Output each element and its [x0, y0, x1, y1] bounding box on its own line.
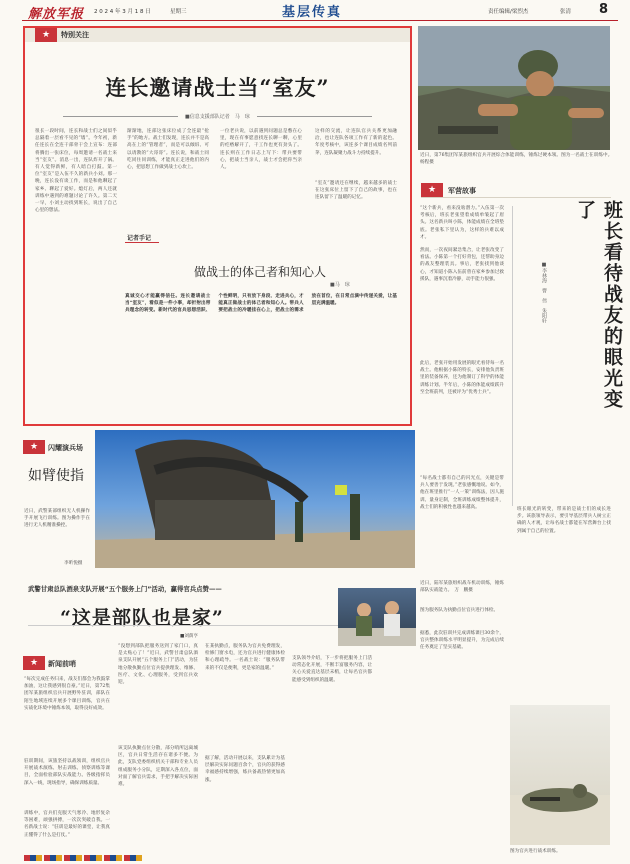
service-col-5: 支队领导介绍，下一步将把服务上门活动常态化开展，不断丰富服务内容，让关心关爱直达基层末梢，让每名官兵都能感受到组织的温暖。: [292, 656, 372, 683]
commentary-label-rule: [125, 242, 159, 243]
photo-middle: [95, 430, 415, 568]
commentary-box: [125, 233, 405, 423]
feature-headline: 连长邀请战士当“室友”: [105, 75, 330, 100]
military-story-col-1c: 此后，老张开始用发展的眼光看待每一名战士。他根据小陈的特长，安排他负责班里的装备保养，还为他制订了科学的体能训练计划。半年后，小陈的体能成绩跃升至全班前列，还被评为“优秀士兵”。: [420, 361, 504, 395]
photo-middle-caption: 近日，陆军某旅组织战车机动训练，锤炼部队实战能力。 万 鹏摄: [420, 581, 504, 594]
masthead-logo: 解放军报: [28, 7, 85, 22]
photo-top-right: [418, 26, 610, 150]
feature-headline-rule: [63, 116, 178, 117]
service-col-4: 据了解，活动开展以来，支队累计为基层解决实际问题百余个，官兵的获得感幸福感持续增强，练兵备战热情更加高涨。: [205, 756, 285, 783]
military-story-col-1d: “每名战士都有自己的闪光点，关键是带兵人要善于发现。”老张感慨地说。如今，他在班里推行“一人一策”训练法，因人施训、量身定制，全班训练成绩整体提升，战士们的积极性也越来越高。: [420, 476, 504, 510]
military-story-col-1: “这个新兵，看来没啥潜力。”入伍第一次考核后，班长老张望着成绩单皱起了眉头。这名新兵叫小陈，体能成绩在全班垫底。老张私下里认为，这样的兵难以成才。: [420, 206, 504, 240]
photo-news-caption: 图为官兵进行战术训练。: [510, 849, 561, 854]
feature-body-col-5: “室友”邀请还在继续，越来越多的战士在这张床位上留下了自己的故事，也在连队留下了温暖的记忆。: [315, 181, 397, 201]
masthead-weekday: 星期三: [170, 9, 187, 15]
military-story-col-1b: 然而，一次夜间紧急集合，让老张改变了看法。小陈第一个打好背包，还帮助身边的战友整理装具。事后，老张找到他谈心，才知道小陈入伍前曾在家乡参加过救援队，遇事沉着冷静，动手能力很强。: [420, 248, 504, 282]
masthead-page-number: 8: [599, 2, 609, 17]
service-col-2: 该支队执勤点位分散，部分哨所远离城区，官兵日常生活存在诸多不便。为此，支队党委组织机关干部和专业人员组成服务小分队，定期深入各点位，面对面了解官兵需求，手把手解决实际困难。: [118, 746, 198, 788]
service-col-1: “没想到部队把服务送到了家门口，真是太贴心了！”近日，武警甘肃总队酒泉支队开展“五个服务上门”活动，为驻地分散执勤点位官兵提供理发、维修、医疗、文化、心理服务，受到官兵欢迎。: [118, 644, 198, 686]
feature-body-col-2: 渐渐地，连部这张床位成了全连最“抢手”的地方。战士们发现，连长并不是高高在上的“管理者”，而是可以倾诉、可以请教的“大哥哥”。连长说，和战士同吃同住同训练，才能真正走进他们的内心，把思想工作做到战士心坎上。: [127, 129, 209, 171]
military-story-tag-star-icon: ★: [421, 183, 443, 197]
service-col-3: 在某执勤点，服务队为官兵免费理发，检修门窗水电，还为官兵进行健康体检和心理疏导。一名战士说：“服务队带来的不仅是便利，更是家的温暖。”: [205, 644, 285, 671]
feature-body-col-3: 一位老兵说，以前遇到问题总是憋在心里，现在有事愿意找连长聊一聊，心里的疙瘩解开了，干工作也更有劲头了。连长则在工作日志上写下：带兵要带心，把战士当亲人，战士才会把你当亲人。: [220, 129, 302, 171]
news-col-1: “每次完成任务归来，战友们都会为我鼓掌加油，这让我感到很自豪。”近日，第72集团军某旅组织官兵开展野外驻训，部队在陌生地域连续开展多个课目训练，官兵在实战化环境中锤炼本领，取得良好成效。: [24, 677, 110, 711]
feature-tag-star-icon: ★: [35, 28, 57, 42]
news-tag: 新闻前哨: [48, 660, 76, 668]
photo-tactical-training-image: [510, 705, 610, 845]
feature-header-strip: [25, 28, 410, 42]
feature-headline-rule-right: [257, 116, 372, 117]
photo-soldier-training-image: [418, 26, 610, 150]
masthead-rule: [22, 20, 618, 21]
photo-top-right-caption: 近日，第76集团军某旅组织官兵开展综合体能训练，锤炼过硬本领。图为一名战士在训练中。 杨程摄: [420, 153, 615, 166]
commentary-title: 做战士的体己者和知心人: [193, 265, 326, 279]
flash-caption: 近日，武警某部组织无人机操作手开展飞行训练。图为操作手在进行无人机精准操控。: [24, 509, 90, 529]
service-headline: “这是部队也是家”: [60, 607, 224, 629]
military-story-tag: 军营故事: [448, 187, 476, 195]
feature-byline: ■信息支援部队记者 马 琼: [185, 114, 250, 120]
flash-tag-star-icon: ★: [23, 440, 45, 454]
flash-author: 李昕悦摄: [64, 561, 83, 566]
news-col-2: 据悉，此次驻训共完成训练课目30余个，官兵整体训练水平明显提升，为完成后续任务奠定了坚实基础。: [420, 631, 504, 651]
flash-headline: 如臂使指: [28, 468, 84, 484]
photo-armored-vehicle-image: [95, 430, 415, 568]
photo-service-caption: 图为服务队为执勤点位官兵进行体检。: [420, 608, 499, 613]
photo-news: [510, 705, 610, 845]
service-kicker: 武警甘肃总队酒泉支队开展“五个服务上门”活动，赢得官兵点赞——: [28, 585, 222, 593]
photo-medical-check-image: [338, 588, 416, 646]
feature-tag: 特别关注: [61, 31, 89, 39]
masthead-date: 2 0 2 4 年 3 月 1 8 日: [94, 9, 151, 15]
service-headline-rule: [28, 625, 348, 626]
commentary-body: 真诚交心才能赢得信任。连长邀请战士当“室友”，看似是一件小事，却折射出带兵理念的转变。新时代的官兵思想活跃、个性鲜明，只有放下身段、走进兵心，才能真正做战士的体己者和知心人。带兵人要把战士的冷暖挂在心上，把战士的需求放在首位，在日常点滴中传递关爱，让基层充满温暖。: [125, 294, 397, 314]
feature-article: [23, 26, 412, 426]
masthead-editor: 责任编辑/梁烈杰: [488, 9, 529, 15]
feature-body-col-1: 很长一段时间，连长和战士们之间似乎总隔着一层看不见的“墙”。今年初，新任连长在全连干部骨干会上宣布：连部将腾出一张床位，每周邀请一名战士来当“室友”。消息一出，连队炸开了锅。有人觉得新鲜，有人暗自打鼓。第一位“室友”是入伍不久的新兵小刘。那一晚，连长没有谈工作，而是和他聊起了家乡、聊起了爱好。熄灯后，两人还就训练中遇到的难题讨论了许久。第二天一早，小刘主动找到班长，说出了自己心里的想法。: [35, 129, 117, 214]
flash-tag: 闪耀演兵场: [48, 444, 83, 452]
news-tag-star-icon: ★: [23, 656, 45, 670]
masthead-section: 基层传真: [282, 5, 343, 20]
news-col-1b: 驻训期间，该旅坚持以战领训，组织官兵开展战术演练、射击训练、侦察训练等课目，全面检验部队实战能力。各级指挥员深入一线，现场指导，确保训练质量。: [24, 759, 110, 786]
service-byline: ■刘荫亨: [180, 634, 199, 639]
military-story-rule: [512, 206, 513, 506]
military-story-tag-strip: [421, 197, 611, 198]
commentary-author: ■马 琼: [330, 282, 350, 288]
military-story-col-2: 班长眼光的转变，带来的是战士们的成长进步。该旅领导表示，要引导基层带兵人树立正确的人才观，让每名战士都能在军营舞台上找到属于自己的位置。: [517, 507, 611, 534]
footer-decoration: [24, 855, 144, 861]
masthead-designer: 张清: [560, 9, 572, 15]
news-col-1c: 训练中，官兵们克服天气寒冷、地形复杂等困难，顽强拼搏，一次次突破自我。一名新战士说：“驻训是最好的课堂，让我真正懂得了什么是打仗。”: [24, 811, 110, 838]
masthead: [0, 0, 630, 22]
military-story-headline: 班长看待战友的眼光变了: [574, 200, 623, 410]
commentary-label: 记者手记: [127, 235, 152, 242]
photo-service: [338, 588, 416, 646]
feature-body-col-4: 这样的交流，让连队官兵关系更加融洽，也让连队各项工作有了新的起色。年度考核中，该连多个课目成绩名列前茅，连队凝聚力战斗力持续提升。: [315, 129, 397, 156]
military-story-byline: ■李林海 曹 伟 朱阳轩: [541, 262, 547, 323]
